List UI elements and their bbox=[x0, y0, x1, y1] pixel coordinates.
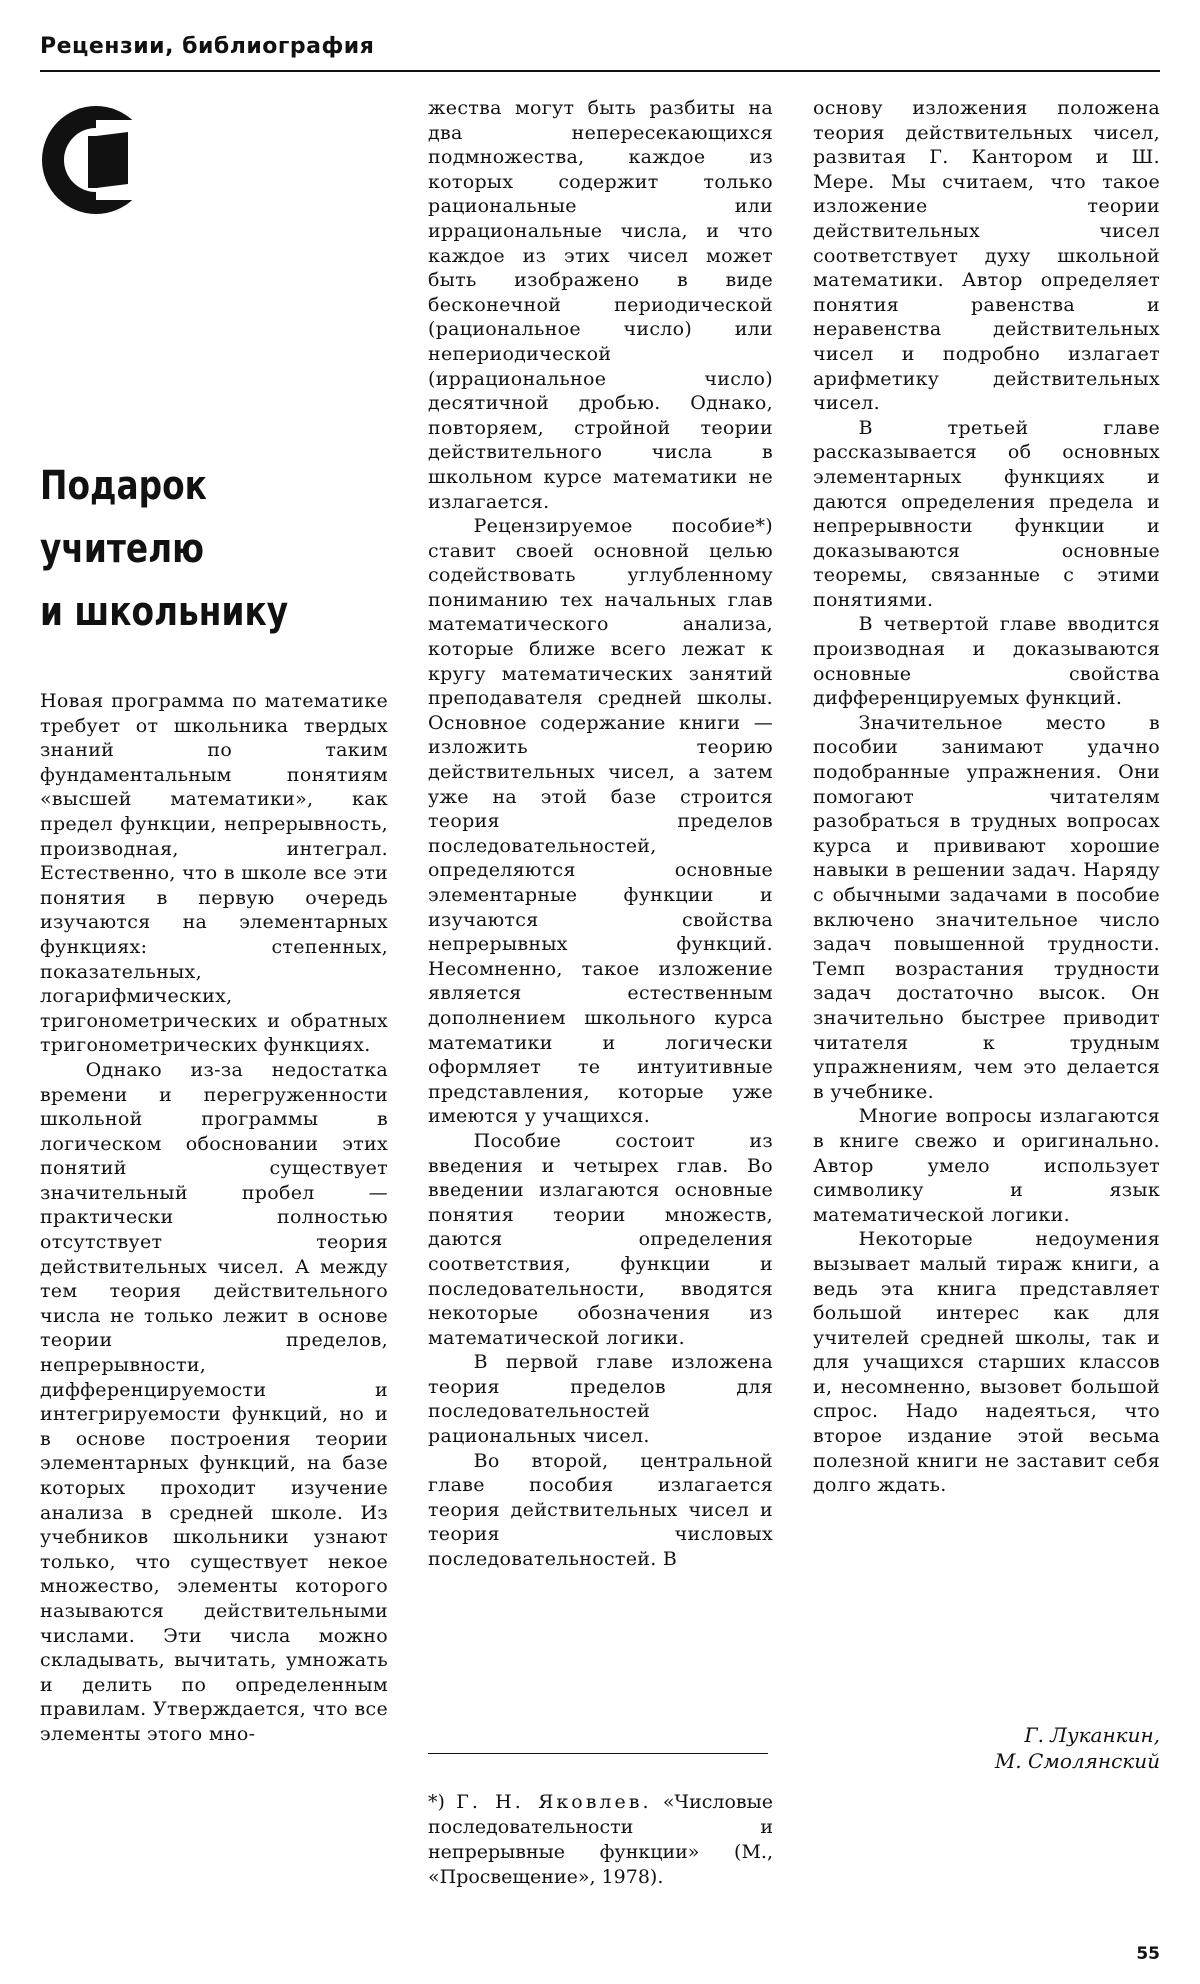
footnote bbox=[428, 1790, 773, 1890]
text-column-1 bbox=[40, 689, 388, 1747]
paragraph: основу изложения положена теория действительных чисел, развитая Г. Кантором и Ш. Мере. Мы считаем, что такое изложение теории действительных чисел соответствует духу школьной математики. Автор определяет понятия равенства и неравенства действительных чисел и подробно излагает арифметику действительных чисел. bbox=[813, 97, 1160, 415]
footnote-author: Г. Н. Яковлев. bbox=[456, 1791, 652, 1813]
paragraph: Новая программа по математике требует от школьника твердых знаний по таким фундаментальным понятиям «высшей математики», как предел функции, непрерывность, производная, интеграл. Естественно, что в школе все эти понятия в первую очередь изучаются на элементарных функциях: степенных, показательных, логарифмических, тригонометрических и обратных тригонометрических функциях. bbox=[40, 690, 388, 1057]
signature-author: Г. Луканкин, bbox=[1024, 1723, 1160, 1747]
paragraph: Пособие состоит из введения и четырех глав. Во введении излагаются основные понятия теории множеств, даются определения соответствия, функции и последовательности, вводятся некоторые обозначения из математической логики. bbox=[428, 1129, 773, 1349]
paragraph: жества могут быть разбиты на два непересекающихся подмножества, каждое из которых содержит только рациональные или иррациональные числа, и что каждое из этих чисел может быть изображено в виде бесконечной периодической (рациональное число) или непериодической (иррациональное число) десятичной дробью. Однако, повторяем, стройной теории действительного числа в школьном курсе математики не излагается. bbox=[428, 97, 773, 513]
paragraph: Значительное место в пособии занимают удачно подобранные упражнения. Они помогают читателям разобраться в трудных вопросах курса и прививают хорошие навыки в решении задач. Наряду с обычными задачами в пособие включено значительное число задач повышенной трудности. Темп возрастания трудности задач достаточно высок. Он значительно быстрее приводит читателя к трудным упражнениям, чем это делается в учебнике. bbox=[813, 711, 1160, 1103]
paragraph: В первой главе изложена теория пределов для последовательностей рациональных чисел. bbox=[428, 1351, 773, 1448]
paragraph: Некоторые недоумения вызывает малый тираж книги, а ведь эта книга представляет большой интерес как для учителей средней школы, так и для учащихся старших классов и, несомненно, вызовет большой спрос. Надо надеяться, что второе издание этой весьма полезной книги не заставит себя долго ждать. bbox=[813, 1228, 1160, 1497]
signature-author: М. Смолянский bbox=[994, 1749, 1160, 1773]
paragraph: Многие вопросы излагаются в книге свежо и оригинально. Автор умело использует символику и язык математической логики. bbox=[813, 1105, 1160, 1226]
title-line: и школьнику bbox=[40, 589, 289, 635]
paragraph: В четвертой главе вводится производная и доказываются основные свойства дифференцируемых функций. bbox=[813, 613, 1160, 710]
paragraph: В третьей главе рассказывается об основных элементарных функциях и даются определения предела и непрерывности функции и доказываются основные теоремы, связанные с этими понятиями. bbox=[813, 416, 1160, 611]
article-title bbox=[40, 455, 335, 644]
page-number: 55 bbox=[1136, 1944, 1160, 1964]
paragraph: Рецензируемое пособие*) ставит своей основной целью содействовать углубленному пониманию тех начальных глав математического анализа, которые ближе всего лежат к кругу математических занятий преподавателя средней школы. Основное содержание книги — изложить теорию действительных чисел, а затем уже на этой базе строится теория пределов последовательностей, определяются основные элементарные функции и изучаются свойства непрерывных функций. Несомненно, такое изложение является естественным дополнением школьного курса математики и логически оформляет те интуитивные представления, которые уже имеются у учащихся. bbox=[428, 515, 773, 1128]
review-signature bbox=[813, 1722, 1160, 1774]
section-header: Рецензии, библиография bbox=[40, 34, 375, 59]
journal-emblem-icon bbox=[40, 104, 152, 216]
title-line: учителю bbox=[40, 526, 205, 572]
title-line: Подарок bbox=[40, 463, 207, 509]
paragraph: Во второй, центральной главе пособия излагается теория действительных чисел и теория числовых последовательностей. В bbox=[428, 1449, 773, 1571]
text-column-2 bbox=[428, 96, 773, 1572]
header-rule bbox=[40, 70, 1160, 72]
footnote-text: «Числовые последовательности и непрерывные функции» (М., «Просвещение», 1978). bbox=[428, 1791, 773, 1888]
text-column-3 bbox=[813, 96, 1160, 1498]
footnote-rule bbox=[428, 1753, 768, 1754]
footnote-marker: *) bbox=[428, 1791, 445, 1813]
paragraph: Однако из-за недостатка времени и перегруженности школьной программы в логическом обосновании этих понятий существует значительный пробел — практически полностью отсутствует теория действительных чисел. А между тем теория действительного числа не только лежит в основе теории пределов, непрерывности, дифференцируемости и интегрируемости функций, но и в основе построения теории элементарных функций, на базе которых проходит изучение анализа в средней школе. Из учебников школьники узнают только, что существует некое множество, элементы которого называются действительными числами. Эти числа можно складывать, вычитать, умножать и делить по определенным правилам. Утверждается, что все элементы этого мно- bbox=[40, 1058, 388, 1745]
